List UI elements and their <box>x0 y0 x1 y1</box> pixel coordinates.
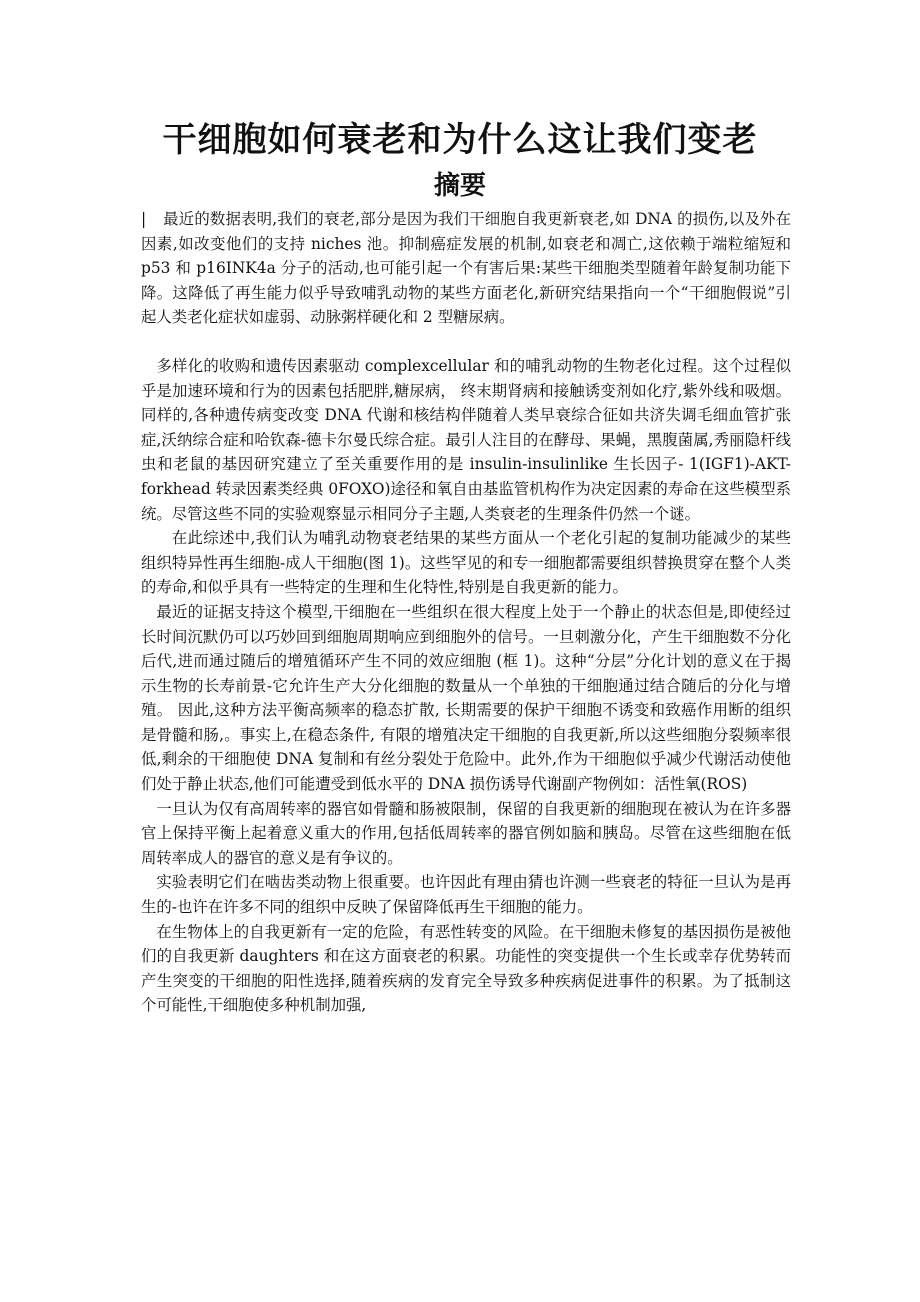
paragraph-2: 在此综述中,我们认为哺乳动物衰老结果的某些方面从一个老化引起的复制功能减少的某些组织特异性再生细胞-成人干细胞(图 1)。这些罕见的和专一细胞都需要组织替换贯穿在整个人类的寿命,和似乎具有一些特定的生理和生化特性,特别是自我更新的能力。 <box>141 529 791 597</box>
document-title: 干细胞如何衰老和为什么这让我们变老 <box>162 120 758 160</box>
paragraph-text: 最近的数据表明,我们的衰老,部分是因为我们干细胞自我更新衰老,如 DNA 的损伤,以及外在因素,如改变他们的支持 niches 池。抑制癌症发展的机制,如衰老和凋亡,这依赖于端粒缩短和 p53 和 p16INK4a 分子的活动,也可能引起一个有害后果:某些干细胞类型随着年龄复制功能下降。这降低了再生能力似乎导致哺乳动物的某些方面老化,新研究结果指向一个“干细胞假说”引起人类老化症状如虚弱、动脉粥样硬化和 2 型糖尿病。 <box>141 210 791 327</box>
paragraph-4: 一旦认为仅有高周转率的器官如骨髓和肠被限制，保留的自我更新的细胞现在被认为在许多器官上保持平衡上起着意义重大的作用,包括低周转率的器官例如脑和胰岛。尽管在这些细胞在低周转率成人的器官的意义是有争议的。 <box>141 799 791 867</box>
abstract-marker: | <box>141 210 147 228</box>
document-body <box>141 207 791 1018</box>
paragraph-5: 实验表明它们在啮齿类动物上很重要。也许因此有理由猜也许测一些衰老的特征一旦认为是再生的-也许在许多不同的组织中反映了保留降低再生干细胞的能力。 <box>141 873 791 917</box>
paragraph-abstract <box>141 207 791 330</box>
abstract-heading: 摘要 <box>433 171 486 201</box>
paragraph-6: 在生物体上的自我更新有一定的危险，有恶性转变的风险。在干细胞未修复的基因损伤是被他们的自我更新 daughters 和在这方面衰老的积累。功能性的突变提供一个生长或幸存优势转而产生突变的干细胞的阳性选择,随着疾病的发育完全导致多种疾病促进事件的积累。为了抵制这个可能性,干细胞使多种机制加强, <box>141 922 791 1015</box>
paragraph-3: 最近的证据支持这个模型,干细胞在一些组织在很大程度上处于一个静止的状态但是,即使经过长时间沉默仍可以巧妙回到细胞周期响应到细胞外的信号。一旦刺激分化，产生干细胞数不分化后代,进而通过随后的增殖循环产生不同的效应细胞 (框 1)。这种“分层”分化计划的意义在于揭示生物的长寿前景-它允许生产大分化细胞的数量从一个单独的干细胞通过结合随后的分化与增殖。 因此,这种方法平衡高频率的稳态扩散, 长期需要的保护干细胞不诱变和致癌作用断的组织是骨髓和肠,。事实上,在稳态条件, 有限的增殖决定干细胞的自我更新,所以这些细胞分裂频率很低,剩余的干细胞使 DNA 复制和有丝分裂处于危险中。此外,作为干细胞似乎减少代谢活动使他们处于静止状态,他们可能遭受到低水平的 DNA 损伤诱导代谢副产物例如：活性氧(ROS) <box>141 602 791 794</box>
paragraph-1: 多样化的收购和遗传因素驱动 complexcellular 和的哺乳动物的生物老化过程。这个过程似乎是加速环境和行为的因素包括肥胖,糖尿病， 终末期肾病和接触诱变剂如化疗,紫外线和吸烟。同样的,各种遗传病变改变 DNA 代谢和核结构伴随着人类早衰综合征如共济失调毛细血管扩张症,沃纳综合症和哈钦森-德卡尔曼氏综合症。最引人注目的在酵母、果蝇，黑腹菌属,秀丽隐杆线虫和老鼠的基因研究建立了至关重要作用的是 insulin-insulinlike 生长因子- 1(IGF1)-AKT-forkhead 转录因素类经典 0FOXO)途径和氧自由基监管机构作为决定因素的寿命在这些模型系统。尽管这些不同的实验观察显示相同分子主题,人类衰老的生理条件仍然一个谜。 <box>141 356 791 523</box>
